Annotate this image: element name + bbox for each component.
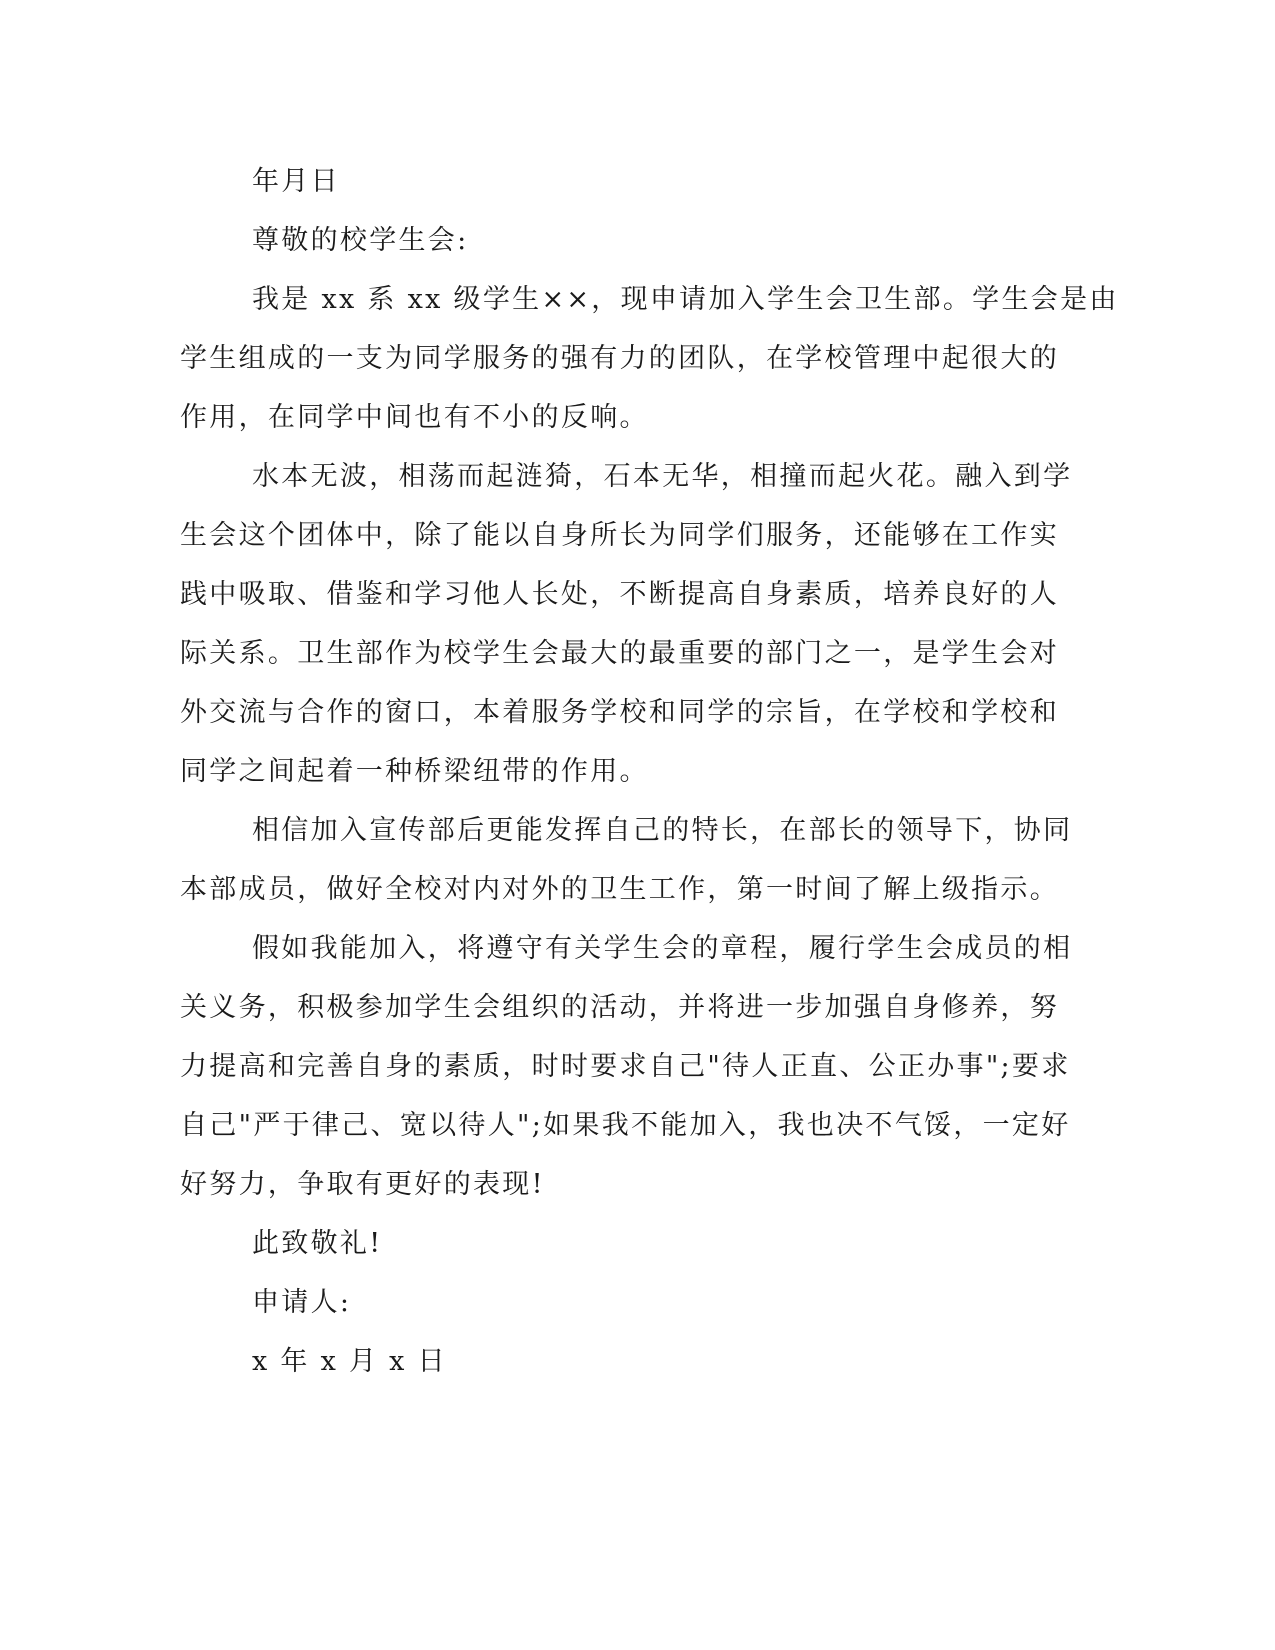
- paragraph-line: 同学之间起着一种桥梁纽带的作用。: [180, 756, 649, 787]
- paragraph-line: 自己"严于律己、宽以待人";如果我不能加入，我也决不气馁，一定好: [180, 1110, 1071, 1141]
- paragraph-line: 水本无波，相荡而起涟猗，石本无华，相撞而起火花。融入到学: [252, 461, 1073, 492]
- paragraph-line: 相信加入宣传部后更能发挥自己的特长，在部长的领导下，协同: [252, 815, 1073, 846]
- salutation: 尊敬的校学生会:: [252, 225, 469, 256]
- paragraph-line: 作用，在同学中间也有不小的反响。: [180, 402, 649, 433]
- paragraph-line: 关义务，积极参加学生会组织的活动，并将进一步加强自身修养，努: [180, 992, 1059, 1023]
- date-header: 年月日: [252, 166, 340, 197]
- paragraph-line: 我是 xx 系 xx 级学生××，现申请加入学生会卫生部。学生会是由: [252, 284, 1119, 315]
- paragraph-1: [180, 270, 1119, 447]
- paragraph-3: [180, 801, 1073, 919]
- paragraph-line: 学生组成的一支为同学服务的强有力的团队，在学校管理中起很大的: [180, 343, 1059, 374]
- paragraph-line: 力提高和完善自身的素质，时时要求自己"待人正直、公正办事";要求: [180, 1051, 1071, 1082]
- closing: 此致敬礼!: [252, 1228, 383, 1259]
- paragraph-2: [180, 447, 1073, 801]
- paragraph-line: 际关系。卫生部作为校学生会最大的最重要的部门之一，是学生会对: [180, 638, 1059, 669]
- applicant-label: 申请人:: [252, 1287, 352, 1318]
- paragraph-line: 本部成员，做好全校对内对外的卫生工作，第一时间了解上级指示。: [180, 874, 1059, 905]
- paragraph-line: 践中吸取、借鉴和学习他人长处，不断提高自身素质，培养良好的人: [180, 579, 1059, 610]
- paragraph-line: 假如我能加入，将遵守有关学生会的章程，履行学生会成员的相: [252, 933, 1073, 964]
- paragraph-4: [180, 919, 1073, 1214]
- signature-date: x 年 x 月 x 日: [252, 1346, 447, 1377]
- paragraph-line: 外交流与合作的窗口，本着服务学校和同学的宗旨，在学校和学校和: [180, 697, 1059, 728]
- paragraph-line: 生会这个团体中，除了能以自身所长为同学们服务，还能够在工作实: [180, 520, 1059, 551]
- application-letter: [180, 152, 1119, 1391]
- paragraph-line: 好努力，争取有更好的表现!: [180, 1169, 545, 1200]
